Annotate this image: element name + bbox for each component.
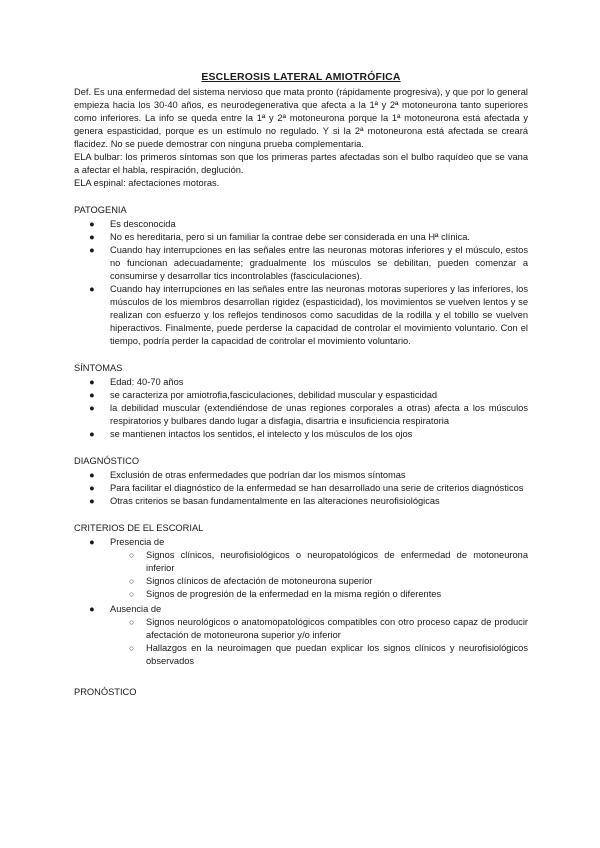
ela-bulbar-paragraph: ELA bulbar: los primeros síntomas son que los primeras partes afectadas son el bulbo raquídeo que se vana a afectar el habla, respiración, deglución. <box>74 152 528 175</box>
list-item: ● Es desconocida <box>89 219 176 229</box>
diagnostico-list <box>74 469 528 508</box>
patogenia-section <box>74 204 528 348</box>
list-item: ● Exclusión de otras enfermedades que podrían dar los mismos síntomas <box>89 470 406 480</box>
bullet-icon: ● <box>89 390 95 400</box>
list-item: ● se caracteriza por amiotrofia,fasciculaciones, debilidad muscular y espasticidad <box>89 390 438 400</box>
bullet-icon: ● <box>89 245 95 255</box>
list-item: ● Otras criterios se basan fundamentalmente en las alteraciones neurofisiológicas <box>89 496 440 506</box>
list-item: ● Edad: 40-70 años <box>89 377 184 387</box>
bullet-icon: ● <box>89 219 95 229</box>
list-item <box>74 603 528 616</box>
sintomas-section <box>74 362 528 441</box>
bullet-icon: ● <box>89 403 95 413</box>
document-content <box>74 71 528 700</box>
list-item: ● Para facilitar el diagnóstico de la enfermedad se han desarrollado una serie de criterios diagnósticos <box>89 483 524 493</box>
bullet-icon: ● <box>89 284 95 294</box>
presencia-label: Presencia de <box>110 537 165 547</box>
bullet-icon: ● <box>89 429 95 439</box>
bullet-icon: ● <box>89 232 95 242</box>
sub-list-item: ○ Signos clínicos, neurofisiológicos o neuropatológicos de enfermedad de motoneurona inferior <box>129 550 528 573</box>
circle-bullet-icon: ○ <box>129 550 135 560</box>
bullet-icon: ● <box>89 377 95 387</box>
list-item: ● Cuando hay interrupciones en las señales entre las neuronas motoras superiores y las inferiores, los músculos de los miembros desarrollan rigidez (espasticidad), los movimientos se vuelven lentos y se realizan con esfuerzo y los reflejos tendinosos como sacudidas de la rodilla y el tobillo se vuelven hiperactivos. Finalmente, puede perderse la capacidad de controlar el movimiento voluntario. Con el tiempo, podría perder la capacidad de controlar el movimiento voluntario. <box>89 284 528 346</box>
sub-list-item: ○ Signos neurológicos o anatomopatológicos compatibles con otro proceso capaz de producir afectación de motoneurona superior y/o inferior <box>129 617 528 640</box>
list-item: ● la debilidad muscular (extendiéndose de unas regiones corporales a otras) afecta a los músculos respiratorios y bulbares dando lugar a disfagia, disartria e insuficiencia respiratoria <box>89 403 528 426</box>
criterios-section <box>74 522 528 668</box>
ausencia-label: Ausencia de <box>110 604 162 614</box>
patogenia-list <box>74 218 528 348</box>
list-item: ● No es hereditaria, pero si un familiar la contrae debe ser considerada en una Hª clínica. <box>89 232 471 242</box>
sub-list-item: ○ Hallazgos en la neuroimagen que puedan explicar los signos clínicos y neurofisiológicos observados <box>129 643 528 666</box>
criterios-list <box>74 536 528 668</box>
sub-list-item: ○ Signos de progresión de la enfermedad en la misma región o diferentes <box>129 589 442 599</box>
document-title: ESCLEROSIS LATERAL AMIOTRÓFICA <box>201 72 401 83</box>
diagnostico-section <box>74 455 528 508</box>
sintomas-list <box>74 376 528 441</box>
bullet-icon: ● <box>89 604 95 614</box>
list-item: ● Cuando hay interrupciones en las señales entre las neuronas motoras inferiores y el músculo, estos no funcionan adecuadamente; gradualmente los músculos se debilitan, pueden comenzar a consumirse y desarrollar tics incontrolables (fasciculaciones). <box>89 245 528 281</box>
circle-bullet-icon: ○ <box>129 617 135 627</box>
pronostico-heading: PRONÓSTICO <box>74 687 137 697</box>
sintomas-heading: SÍNTOMAS <box>74 363 123 373</box>
circle-bullet-icon: ○ <box>129 589 135 599</box>
bullet-icon: ● <box>89 470 95 480</box>
patogenia-heading: PATOGENIA <box>74 205 127 215</box>
bullet-icon: ● <box>89 537 95 547</box>
bullet-icon: ● <box>89 496 95 506</box>
list-item <box>74 536 528 549</box>
list-item: ● se mantienen intactos los sentidos, el intelecto y los músculos de los ojos <box>89 429 413 439</box>
sub-list-item: ○ Signos clínicos de afectación de motoneurona superior <box>129 576 373 586</box>
bullet-icon: ● <box>89 483 95 493</box>
definition-paragraph: Def. Es una enfermedad del sistema nervioso que mata pronto (rápidamente progresiva), y que por lo general empieza hacia los 30-40 años, es neurodegenerativa que afecta a la 1ª y 2ª motoneurona tanto superiores como inferiores. La info se queda entre la 1ª y 2ª motoneurona porque la 1ª motoneurona está afectada y genera espasticidad, porque es un estímulo no regulado. Y si la 2ª motoneurona está afectada se creará flacidez. No se puede demostrar con ninguna prueba complementaria. <box>74 87 528 149</box>
diagnostico-heading: DIAGNÓSTICO <box>74 456 140 466</box>
criterios-heading: CRITERIOS DE EL ESCORIAL <box>74 523 204 533</box>
circle-bullet-icon: ○ <box>129 576 135 586</box>
circle-bullet-icon: ○ <box>129 643 135 653</box>
ela-espinal-paragraph: ELA espinal: afectaciones motoras. <box>74 178 220 188</box>
